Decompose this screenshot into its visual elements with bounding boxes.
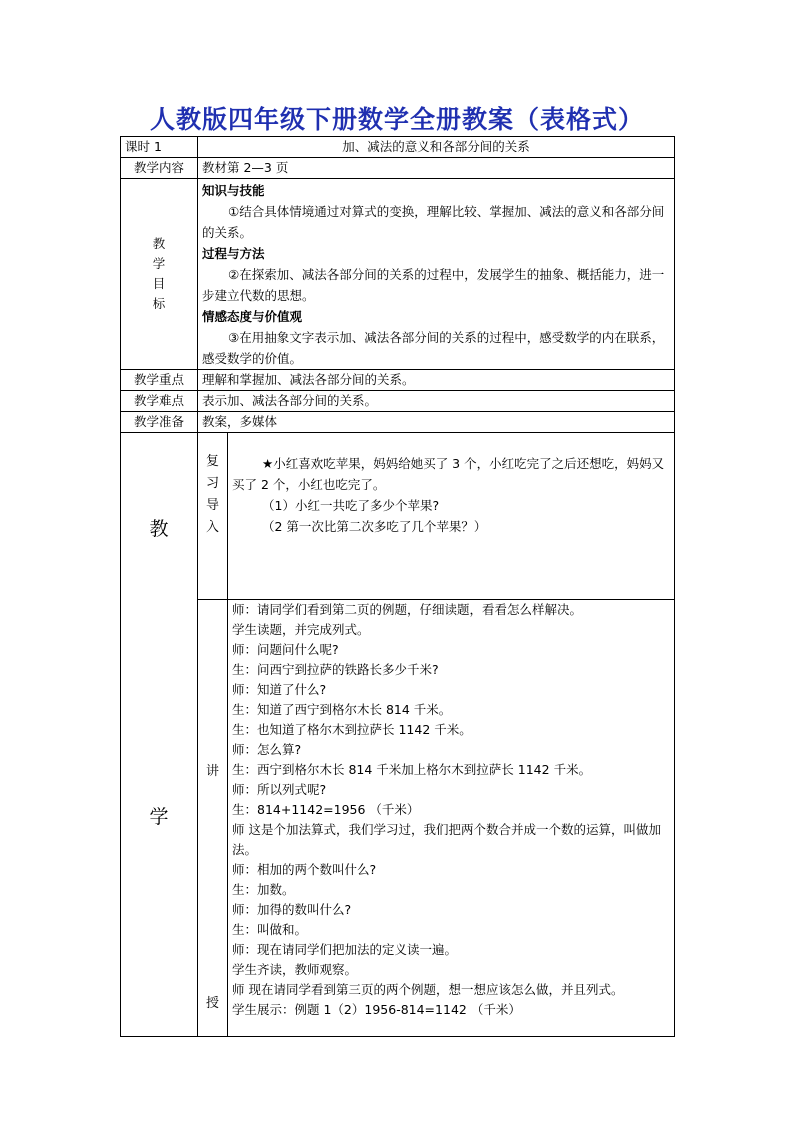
lecture-label — [198, 600, 228, 1037]
lecture-line: 学生齐读，教师观察。 — [232, 962, 358, 977]
difficulty-label: 教学难点 — [121, 391, 198, 412]
lecture-line: 生：加数。 — [232, 882, 295, 897]
lecture-line: 生：814+1142=1956 （千米） — [232, 802, 420, 817]
header-row — [121, 137, 675, 158]
review-sub-question-1: （1）小红一共吃了多少个苹果? — [262, 498, 440, 513]
lecture-row — [121, 600, 675, 1037]
lecture-line: 学生读题，并完成列式。 — [232, 622, 370, 637]
lecture-line: 师：相加的两个数叫什么? — [232, 862, 377, 877]
lecture-line: 师 现在请同学看到第三页的两个例题，想一想应该怎么做，并且列式。 — [232, 982, 624, 997]
review-row — [121, 433, 675, 600]
lecture-content — [228, 600, 675, 1037]
lecture-line: 师：所以列式呢? — [232, 782, 327, 797]
difficulty-value: 表示加、减法各部分间的关系。 — [198, 391, 675, 412]
lesson-title: 加、减法的意义和各部分间的关系 — [198, 137, 675, 158]
lecture-line: 师：问题问什么呢? — [232, 642, 339, 657]
objective-heading-knowledge: 知识与技能 — [202, 183, 265, 198]
page-title: 人教版四年级下册数学全册教案（表格式） — [149, 105, 644, 134]
lecture-line: 师 这是个加法算式，我们学习过，我们把两个数合并成一个数的运算，叫做加法。 — [232, 822, 661, 857]
review-question: ★小红喜欢吃苹果，妈妈给她买了 3 个，小红吃完了之后还想吃，妈妈又买了 2 个，小红也吃完了。 — [232, 456, 665, 492]
process-label-bottom: 学 — [149, 806, 169, 828]
lecture-line: 师：知道了什么? — [232, 682, 327, 697]
lesson-plan-table — [120, 136, 675, 1037]
objective-heading-process: 过程与方法 — [202, 246, 265, 261]
review-sub-question-2: （2 第一次比第二次多吃了几个苹果？） — [262, 519, 487, 534]
lecture-line: 学生展示：例题 1（2）1956-814=1142 （千米） — [232, 1002, 521, 1017]
objective-text-process: ②在探索加、减法各部分间的关系的过程中，发展学生的抽象、概括能力，进一步建立代数的思想。 — [202, 267, 665, 303]
prep-label: 教学准备 — [121, 412, 198, 433]
content-row — [121, 158, 675, 179]
review-label: 复 习 导 入 — [198, 433, 228, 600]
objective-heading-attitude: 情感态度与价值观 — [202, 309, 303, 324]
review-content — [228, 433, 675, 600]
objectives-row — [121, 179, 675, 370]
lecture-line: 生：西宁到格尔木长 814 千米加上格尔木到拉萨长 1142 千米。 — [232, 762, 592, 777]
lecture-line: 生：也知道了格尔木到拉萨长 1142 千米。 — [232, 722, 472, 737]
process-label — [121, 433, 198, 1037]
lecture-line: 师：现在请同学们把加法的定义读一遍。 — [232, 942, 458, 957]
key-point-value: 理解和掌握加、减法各部分间的关系。 — [198, 370, 675, 391]
lecture-line: 生：知道了西宁到格尔木长 814 千米。 — [232, 702, 452, 717]
difficulty-row — [121, 391, 675, 412]
content-value: 教材第 2—3 页 — [198, 158, 675, 179]
lecture-line: 师：怎么算? — [232, 742, 302, 757]
lecture-line: 生：叫做和。 — [232, 922, 308, 937]
objective-text-knowledge: ①结合具体情境通过对算式的变换，理解比较、掌握加、减法的意义和各部分间的关系。 — [202, 204, 665, 240]
lecture-label-top: 讲 — [205, 764, 219, 779]
objectives-label: 教 学 目 标 — [121, 179, 198, 370]
lecture-line: 师：请同学们看到第二页的例题，仔细读题，看看怎么样解决。 — [232, 602, 583, 617]
lecture-label-bottom: 授 — [205, 996, 219, 1011]
lecture-line: 生：问西宁到拉萨的铁路长多少千米? — [232, 662, 439, 677]
objectives-content — [198, 179, 675, 370]
lesson-number: 课时 1 — [121, 137, 198, 158]
key-point-row — [121, 370, 675, 391]
prep-row — [121, 412, 675, 433]
process-label-top: 教 — [149, 518, 169, 540]
prep-value: 教案，多媒体 — [198, 412, 675, 433]
objective-text-attitude: ③在用抽象文字表示加、减法各部分间的关系的过程中，感受数学的内在联系，感受数学的价值。 — [202, 330, 665, 366]
key-point-label: 教学重点 — [121, 370, 198, 391]
lecture-line: 师：加得的数叫什么? — [232, 902, 352, 917]
content-label: 教学内容 — [121, 158, 198, 179]
